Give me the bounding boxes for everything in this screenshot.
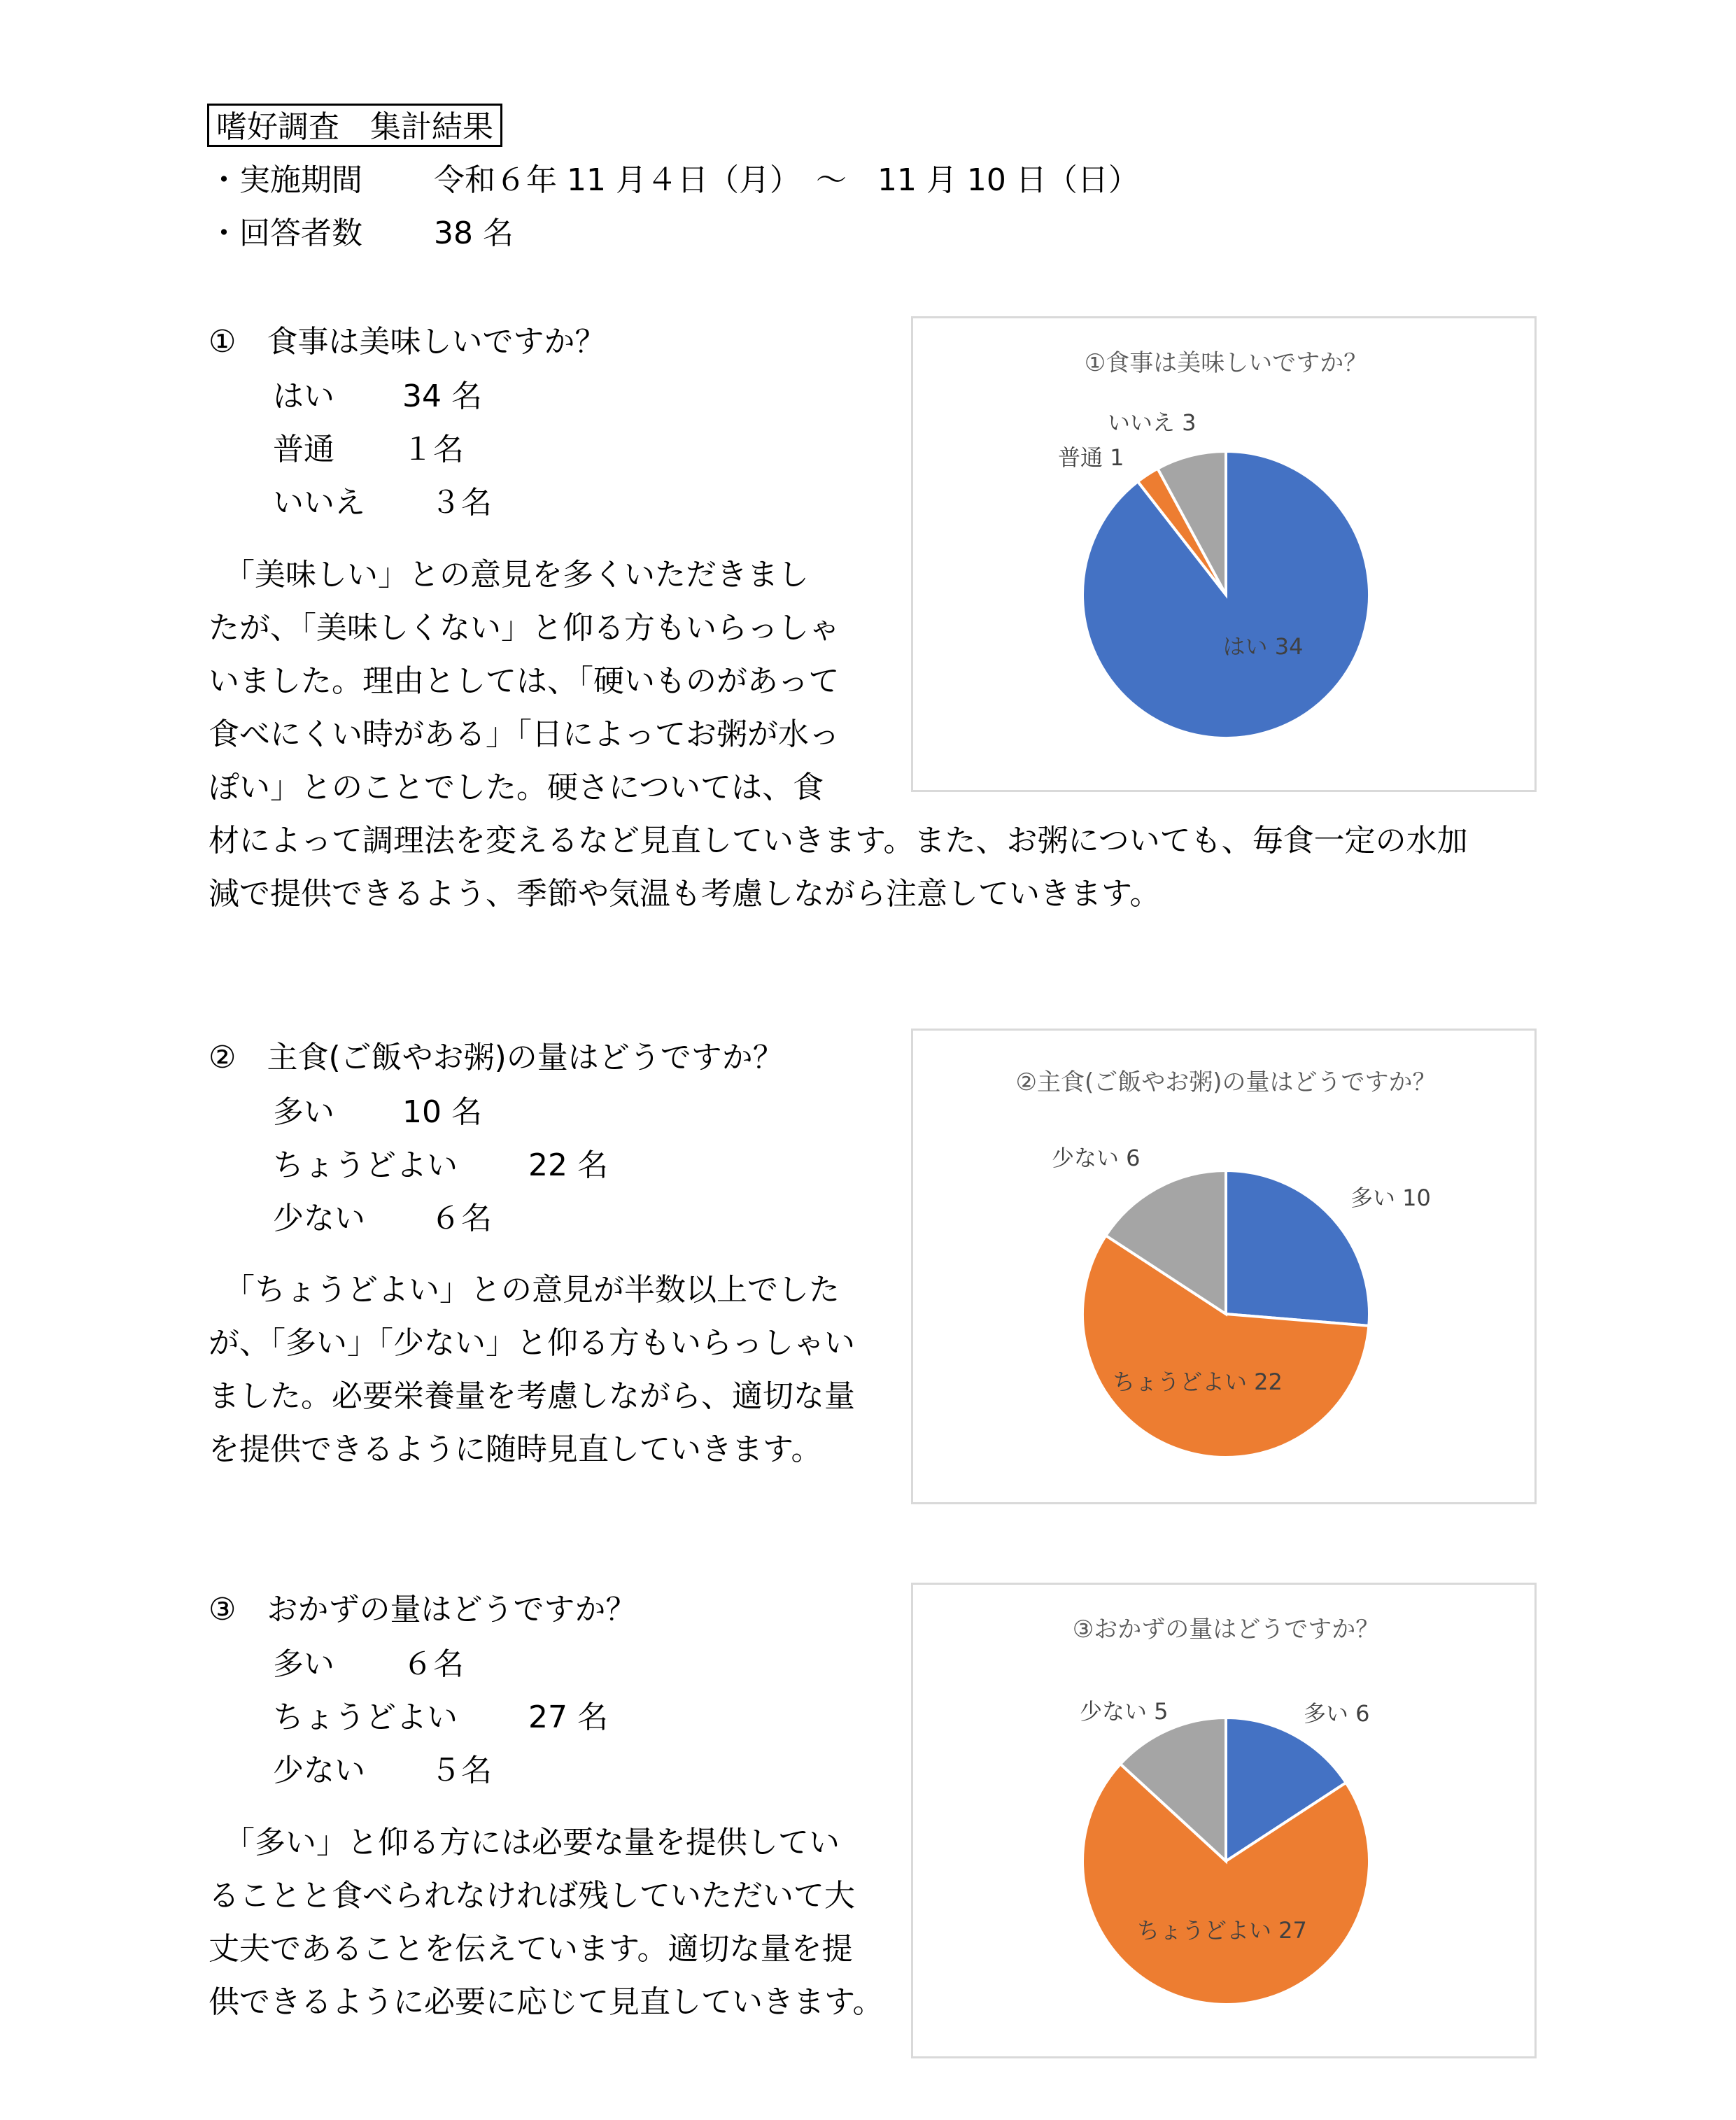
question-2: ② 主食(ご飯やお粥)の量はどうですか？	[209, 1040, 784, 1075]
answer-count: ３名	[430, 485, 492, 521]
comment-line: ました。必要栄養量を考慮しながら、適切な量	[209, 1378, 855, 1414]
comment-line: ることと食べられなければ残していただいて大	[209, 1878, 855, 1914]
period-value: 令和６年 11 月４日（月） ～ 11 月 10 日（日）	[434, 162, 1139, 198]
data-label: 多い 10	[1350, 1185, 1431, 1211]
comment-line: 「美味しい」との意見を多くいただきまし	[209, 557, 809, 593]
comment-line: 丈夫であることを伝えています。適切な量を提	[209, 1931, 853, 1967]
pie-slice	[1226, 1171, 1369, 1326]
comment-line: が、「多い」「少ない」と仰る方もいらっしゃい	[209, 1325, 855, 1361]
chart-title: ③おかずの量はどうですか？	[1072, 1616, 1380, 1644]
chart-title: ②主食(ご飯やお粥)の量はどうですか？	[1015, 1068, 1437, 1096]
pie-chart-1-svg	[913, 318, 1539, 794]
slices	[1082, 1718, 1369, 2005]
comment-line: を提供できるように随時見直していきます。	[209, 1432, 822, 1467]
answer-label: 多い	[273, 1646, 334, 1682]
answer-label: いいえ	[273, 485, 365, 521]
answer-count: 34 名	[402, 379, 482, 414]
answer-label: 多い	[273, 1094, 334, 1130]
chart-title: ①食事は美味しいですか？	[1084, 349, 1368, 377]
respondents-label: ・回答者数	[209, 215, 362, 251]
answer-label: 普通	[273, 432, 334, 467]
comment-line: 減で提供できるよう、季節や気温も考慮しながら注意していきます。	[209, 876, 1161, 912]
data-label: はい 34	[1222, 633, 1304, 660]
comment-line: 材によって調理法を変えるなど見直していきます。また、お粥についても、毎食一定の水加	[209, 823, 1468, 858]
respondents-value: 38 名	[434, 215, 514, 251]
answer-count: 22 名	[528, 1147, 608, 1183]
comment-line: 「多い」と仰る方には必要な量を提供してい	[209, 1825, 840, 1860]
slices	[1082, 1171, 1369, 1457]
chart-3	[911, 1583, 1537, 2058]
answer-label: はい	[273, 379, 334, 414]
period-label: ・実施期間	[209, 162, 362, 198]
pie-chart-3-svg	[913, 1585, 1539, 2061]
pie-chart-2-svg	[913, 1031, 1539, 1506]
answer-label: ちょうどよい	[273, 1699, 458, 1735]
chart-1	[911, 316, 1537, 792]
comment-line: いました。理由としては、「硬いものがあって	[209, 663, 840, 699]
data-label: いいえ 3	[1108, 409, 1197, 436]
question-3: ③ おかずの量はどうですか？	[209, 1592, 637, 1627]
answer-label: 少ない	[273, 1753, 365, 1788]
answer-label: 少ない	[273, 1201, 365, 1236]
data-label: 少ない 6	[1052, 1145, 1141, 1171]
comment-line: 食べにくい時がある」「日によってお粥が水っ	[209, 716, 840, 752]
comment-line: ぽい」とのことでした。硬さについては、食	[209, 770, 824, 805]
comment-line: 「ちょうどよい」との意見が半数以上でした	[209, 1272, 840, 1308]
data-label: ちょうどよい 22	[1113, 1369, 1283, 1395]
slices	[1082, 451, 1369, 738]
answer-count: １名	[402, 432, 464, 467]
answer-count: ５名	[430, 1753, 492, 1788]
answer-count: ６名	[402, 1646, 464, 1682]
comment-line: 供できるように必要に応じて見直していきます。	[209, 1984, 884, 2020]
data-label: 普通 1	[1058, 444, 1124, 471]
comment-line: たが、「美味しくない」と仰る方もいらっしゃ	[209, 610, 840, 646]
answer-count: ６名	[430, 1201, 492, 1236]
data-label: 多い 6	[1304, 1700, 1370, 1727]
comment-2	[209, 1264, 855, 1476]
answer-count: 10 名	[402, 1094, 482, 1130]
data-label: ちょうどよい 27	[1137, 1917, 1307, 1944]
chart-2	[911, 1029, 1537, 1504]
answer-label: ちょうどよい	[273, 1147, 458, 1183]
data-label: 少ない 5	[1080, 1698, 1169, 1725]
answer-count: 27 名	[528, 1699, 608, 1735]
comment-3	[209, 1816, 883, 2029]
question-1: ① 食事は美味しいですか？	[209, 324, 606, 360]
document-title: 嗜好調査 集計結果	[207, 104, 502, 147]
